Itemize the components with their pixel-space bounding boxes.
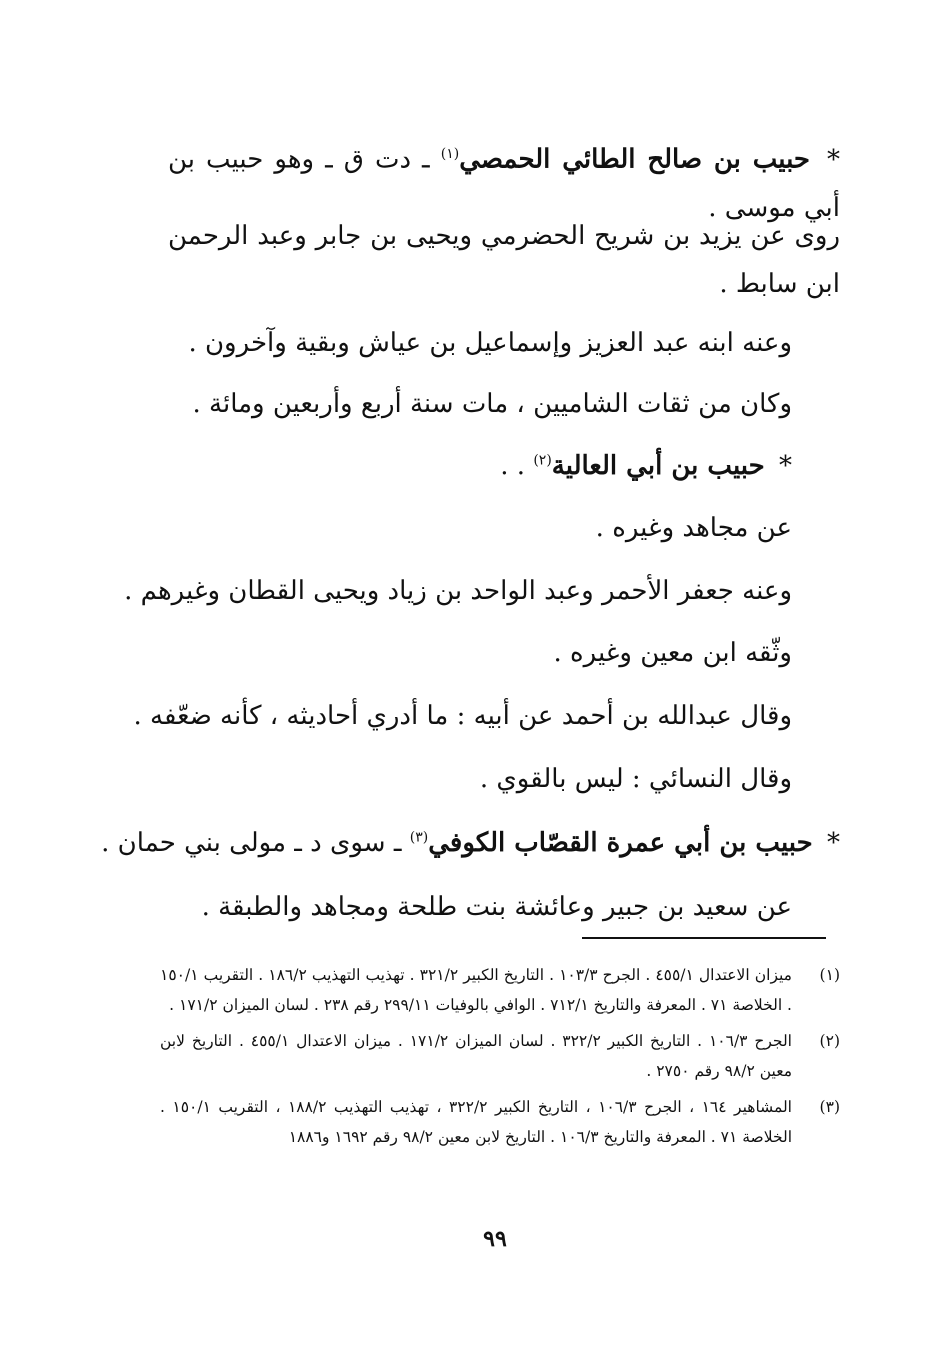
narrator-name: حبيب بن صالح الطائي الحمصي <box>459 144 810 175</box>
text-paragraph: وعنه جعفر الأحمر وعبد الواحد بن زياد ويحيى القطان وغيرهم . <box>124 576 792 606</box>
narrator-name: حبيب بن أبي عمرة القصّاب الكوفي <box>428 828 813 858</box>
footnote-text: المشاهير ١٦٤ ، الجرح ١٠٦/٣ ، التاريخ الكبير ٣٢٢/٢ ، تهذيب التهذيب ١٨٨/٢ ، التقريب ١٥٠/١ . الخلاصة ٧١ . المعرفة والتاريخ ١٠٦/٣ . التاريخ لابن معين ٩٨/٢ رقم ١٦٩٢ و١٨٨٦ <box>160 1098 792 1146</box>
text-paragraph: روى عن يزيد بن شريح الحضرمي ويحيى بن جابر وعبد الرحمن ابن سابط . <box>168 221 840 299</box>
text-paragraph: وقال النسائي : ليس بالقوي . <box>479 764 792 794</box>
text-paragraph: وكان من ثقات الشاميين ، مات سنة أربع وأربعين ومائة . <box>192 389 792 419</box>
footnote-item <box>160 1026 840 1086</box>
biography-heading <box>101 830 840 856</box>
footnotes <box>160 960 840 1158</box>
footnote-divider <box>582 937 826 939</box>
heading-tail: ـ سوى د ـ مولى بني حمان . <box>101 828 402 858</box>
heading-tail: . . <box>500 451 526 481</box>
footnote-text: ميزان الاعتدال ٤٥٥/١ . الجرح ١٠٣/٣ . التاريخ الكبير ٣٢١/٢ . تهذيب التهذيب ١٨٦/٢ . التقريب ١٥٠/١ . الخلاصة ٧١ . المعرفة والتاريخ ٧١٢/١ . الوافي بالوفيات ٢٩٩/١١ رقم ٢٣٨ . لسان الميزان ١٧١/٢ . <box>160 966 792 1014</box>
footnote-number: (٢) <box>819 1032 840 1050</box>
narrator-name: حبيب بن أبي العالية <box>551 451 765 481</box>
page-number: ٩٩ <box>483 1226 507 1252</box>
text-paragraph: عن سعيد بن جبير وعائشة بنت طلحة ومجاهد والطبقة . <box>201 892 792 922</box>
footnote-ref: (٢) <box>533 452 552 469</box>
entry-star: * <box>827 828 840 858</box>
text-paragraph: وقال عبدالله بن أحمد عن أبيه : ما أدري أحاديثه ، كأنه ضعّفه . <box>133 701 792 731</box>
heading-tail: ـ دت ق ـ وهو حبيب بن أبي موسى . <box>168 144 840 223</box>
footnote-text: الجرح ١٠٦/٣ . التاريخ الكبير ٣٢٢/٢ . لسان الميزان ١٧١/٢ . ميزان الاعتدال ٤٥٥/١ . التاريخ لابن معين ٩٨/٢ رقم ٢٧٥٠ . <box>160 1032 792 1080</box>
entry-star: * <box>827 144 841 175</box>
footnote-ref: (٣) <box>409 829 429 846</box>
footnote-item <box>160 960 840 1020</box>
footnote-item <box>160 1092 840 1152</box>
footnote-number: (١) <box>819 966 840 984</box>
text-paragraph: عن مجاهد وغيره . <box>595 513 792 543</box>
biography-heading <box>500 453 792 479</box>
footnote-number: (٣) <box>819 1098 840 1116</box>
text-paragraph: وعنه ابنه عبد العزيز وإسماعيل بن عياش وبقية وآخرون . <box>188 328 792 358</box>
entry-star: * <box>779 451 792 481</box>
footnote-ref: (١) <box>440 146 460 162</box>
text-paragraph: وثّقه ابن معين وغيره . <box>553 638 792 668</box>
